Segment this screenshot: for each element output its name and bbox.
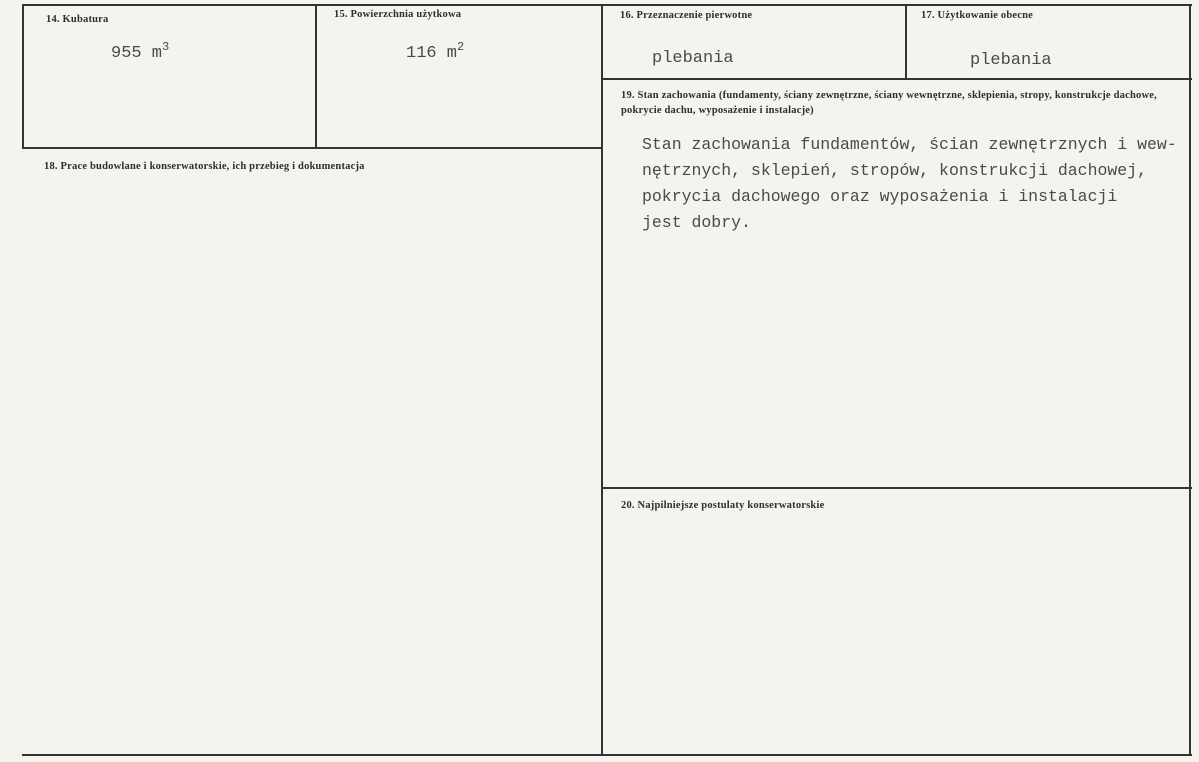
- field-19-line-4: jest dobry.: [642, 213, 751, 232]
- field-15-value-text: 116 m: [406, 44, 458, 63]
- left-rule: [22, 4, 24, 148]
- field-16-value: plebania: [652, 49, 734, 68]
- field-19-label: 19. Stan zachowania (fundamenty, ściany zewnętrzne, ściany wewnętrzne, sklepienia, stropy, konstrukcje dachowe, pokrycie dachu, wyposażenie i instalacje): [621, 90, 1157, 116]
- bottom-rule: [22, 754, 1192, 756]
- rule-above-20: [603, 487, 1192, 489]
- rule-under-16-17: [603, 78, 1192, 80]
- rule-16-17: [905, 4, 907, 79]
- field-14-value-text: 955 m: [111, 44, 163, 63]
- field-15-label: 15. Powierzchnia użytkowa: [334, 9, 462, 20]
- field-19-text: [642, 132, 1177, 236]
- field-15-value: [406, 40, 465, 63]
- field-14-value: [111, 40, 170, 63]
- field-19-line-3: pokrycia dachowego oraz wyposażenia i instalacji: [642, 187, 1118, 206]
- field-17-value: plebania: [970, 51, 1052, 70]
- rule-under-14-15: [22, 147, 603, 149]
- field-14-unit-sup: 3: [162, 40, 170, 54]
- top-rule: [22, 4, 1192, 6]
- field-14-label: 14. Kubatura: [46, 14, 109, 25]
- right-rule: [1189, 4, 1191, 756]
- field-19-line-1: Stan zachowania fundamentów, ścian zewnętrznych i wew-: [642, 135, 1177, 154]
- field-16-label: 16. Przeznaczenie pierwotne: [620, 10, 753, 21]
- field-18-label: 18. Prace budowlane i konserwatorskie, ich przebieg i dokumentacja: [44, 161, 365, 172]
- field-19-line-2: nętrznych, sklepień, stropów, konstrukcji dachowej,: [642, 161, 1147, 180]
- center-rule: [601, 4, 603, 756]
- field-17-label: 17. Użytkowanie obecne: [921, 10, 1034, 21]
- rule-14-15: [315, 4, 317, 148]
- field-20-label: 20. Najpilniejsze postulaty konserwatorskie: [621, 500, 825, 511]
- field-15-unit-sup: 2: [457, 40, 465, 54]
